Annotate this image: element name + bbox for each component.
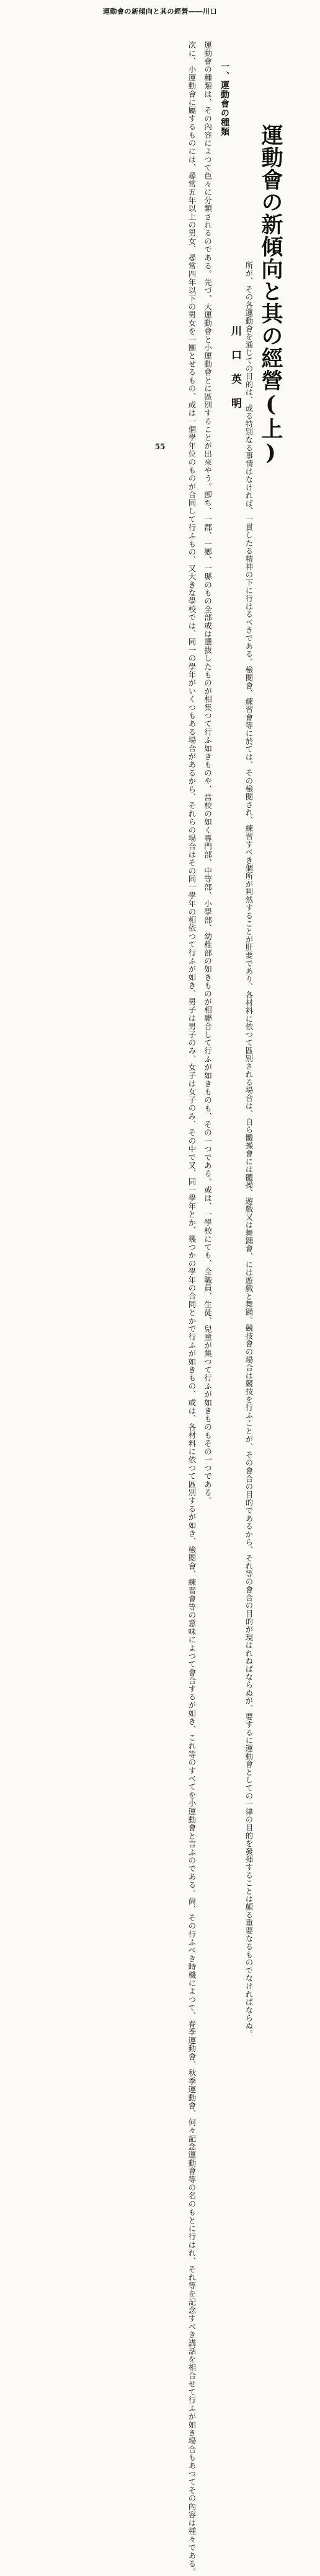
- body-paragraph: 運動會の種類は、その內容によつて色々に分類されるのである。先づ、大運動會と小運動會とに區別することが出來やう。卽ち、一郡、一鄕、一縣のもの全部或は選拔したものが相集つて行ふ如きものや、當校の如く專門部、中等部、小學部、幼稚部の如きものが相聯合して行ふが如きものも、その一つである。或は、一學校にても、全職員、生徒、兒童が集つて行ふが如きものもその一つである。: [203, 41, 212, 1505]
- section-heading: 一、運動會の種類: [220, 62, 229, 136]
- author-name: 川口英明: [229, 325, 241, 422]
- body-paragraph: 所が、その各運動會を通じての目的は、或る特別なる事情はなければ、一貫したる精神の下に行はるべきである。檢閱會、練習會等に於ては、その檢閱され、練習すべき個所が判然することが肝要であり、各材料に依つて區別される場合は、自ら體操會には體操、遊戲又は舞踊會、には遊戲と舞踊。競技會の場合は競技を行ふことが、その會合の目的であるから、それ等の會合の目的が現はれねばならぬが、要するに運動會としての一律の目的を發揮することは頗る重要なるものでなければならぬ。: [244, 261, 254, 2038]
- body-paragraph: 次に、小運動會に屬するものには、尋常五年以上の男女、尋常四年以下の男女を一團とせるもの、或は一個學年位のものが合同して行ふもの、又大きな學校では、同一の學年がいくつもある場合があるから、それらの場合はその同一學年の相依つて行ふが如き、男子は男子のみ、女子は女子のみ、その中で又、同一學年とか、幾つかの學年の合同とかで行ふが如きもの、或は、各材料に依つて區別するが如き、檢閱會、練習會等の意味によつて會合するが如き、これ等のすべてを小運動會と言ふのである。尙、その行ふべき時機によつて、春季運動會、秋季運動會、何々記念運動會等の名のもとに行はれ、それ等を記念すべき講話を相合せて行ふが如き場合もあつてその內容は種々である。: [187, 41, 197, 2576]
- running-head: 運動會の新傾向と其の經營――川口: [103, 7, 217, 15]
- article-title: 運動會の新傾向と其の經營(上): [258, 124, 283, 466]
- page-number: 55: [154, 442, 166, 451]
